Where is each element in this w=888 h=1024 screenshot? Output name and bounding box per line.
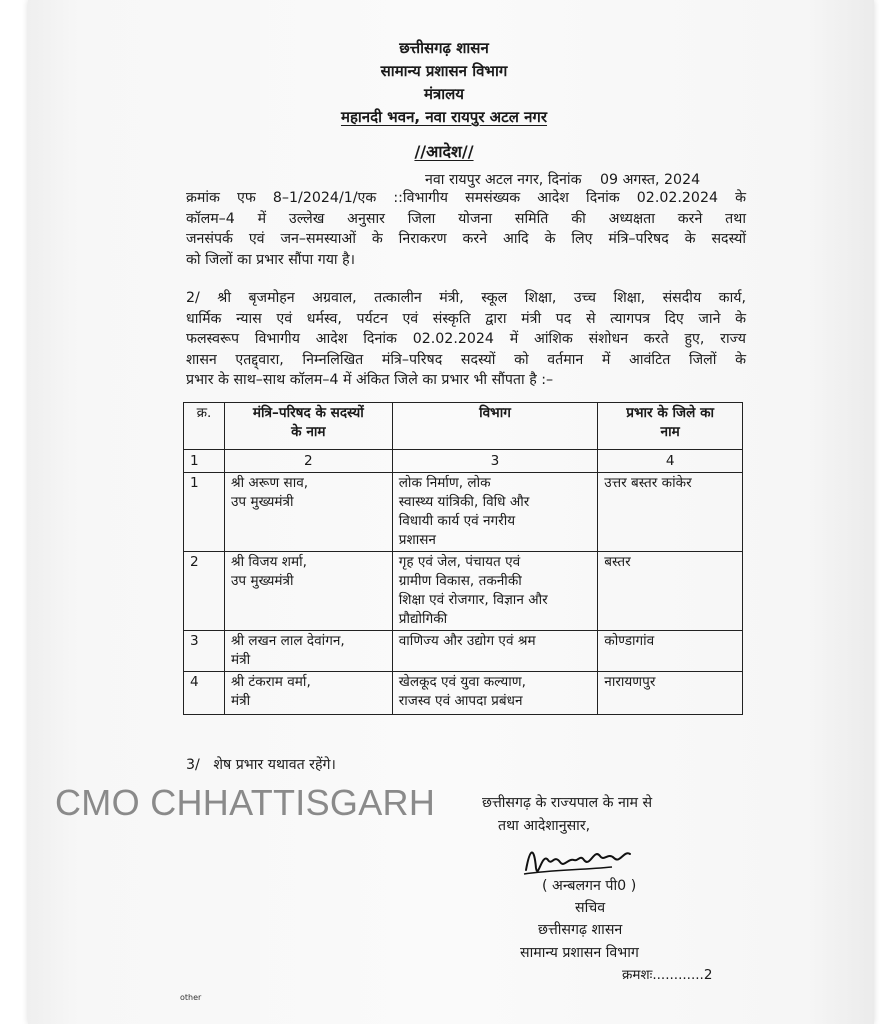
paragraph-1 <box>186 188 746 270</box>
department-cell <box>392 631 598 672</box>
place-label: नवा रायपुर अटल नगर, दिनांक <box>425 172 582 188</box>
header-district <box>598 403 743 450</box>
order-date: 09 अगस्त, 2024 <box>600 172 701 188</box>
department-line: गृह एवं जेल, पंचायत एवं <box>398 554 521 570</box>
header-member-line1: मंत्रि–परिषद के सदस्यों <box>252 405 364 421</box>
district-cell: कोण्डागांव <box>598 631 743 672</box>
header-member-name <box>224 403 392 450</box>
department-line: विधायी कार्य एवं नगरीय <box>398 513 516 529</box>
header-ministry: मंत्रालय <box>423 85 464 103</box>
department-line: प्रशासन <box>398 532 436 548</box>
paragraph-line: प्रभार के साथ–साथ कॉलम–4 में अंकित जिले का प्रभार भी सौंपता है :– <box>186 372 554 388</box>
row-serial: 1 <box>184 473 225 552</box>
signatory-org-1: छत्तीसगढ़ शासन <box>538 922 623 938</box>
footer-note: other <box>180 993 202 1002</box>
table-row <box>184 552 743 631</box>
header-department: सामान्य प्रशासन विभाग <box>380 62 508 80</box>
table-header-row <box>184 403 743 450</box>
member-name-line: श्री अरूण साव, <box>230 475 309 491</box>
department-cell <box>392 672 598 715</box>
department-line: खेलकूद एवं युवा कल्याण, <box>398 674 526 690</box>
member-designation: उप मुख्यमंत्री <box>230 494 294 510</box>
paragraph-line: कॉलम–4 में उल्लेख अनुसार जिला योजना समिति की अध्यक्षता करने तथा <box>186 210 746 227</box>
department-line: शिक्षा एवं रोजगार, विज्ञान और <box>398 592 548 608</box>
paragraph-line: 2/ श्री बृजमोहन अग्रवाल, तत्कालीन मंत्री, स्कूल शिक्षा, उच्च शिक्षा, संसदीय कार्य, <box>186 290 746 306</box>
closing-line-2: तथा आदेशानुसार, <box>498 818 591 834</box>
member-designation: उप मुख्यमंत्री <box>230 573 294 589</box>
department-line: राजस्व एवं आपदा प्रबंधन <box>398 693 523 709</box>
place-date <box>425 172 700 188</box>
row-serial: 3 <box>184 631 225 672</box>
header-member-line2: के नाम <box>291 424 326 440</box>
assignment-table <box>183 402 743 715</box>
row-serial: 4 <box>184 672 225 715</box>
member-name <box>224 552 392 631</box>
paragraph-line: जनसंपर्क एवं जन–समस्याओं के निराकरण करने आदि के लिए मंत्रि–परिषद के सदस्यों <box>186 231 746 247</box>
column-number-row <box>184 450 743 473</box>
column-number: 3 <box>392 450 598 473</box>
header-serial: क्र. <box>184 403 225 450</box>
signatory-designation: सचिव <box>575 900 606 916</box>
district-cell: बस्तर <box>598 552 743 631</box>
order-title: //आदेश// <box>414 142 474 161</box>
row-serial: 2 <box>184 552 225 631</box>
header-department: विभाग <box>392 403 598 450</box>
column-number: 2 <box>224 450 392 473</box>
department-line: प्रौद्योगिकी <box>398 611 448 627</box>
header-government: छत्तीसगढ़ शासन <box>399 39 489 57</box>
member-designation: मंत्री <box>230 652 251 668</box>
header-district-line2: नाम <box>660 424 680 440</box>
watermark: CMO CHHATTISGARH <box>55 782 436 823</box>
district-cell: उत्तर बस्तर कांकेर <box>598 473 743 552</box>
table-row <box>184 672 743 715</box>
paragraph-line: फलस्वरूप विभागीय आदेश दिनांक 02.02.2024 में आंशिक संशोधन करते हुए, राज्य <box>186 331 746 347</box>
member-name <box>224 473 392 552</box>
header-district-line1: प्रभार के जिले का <box>626 405 715 421</box>
department-line: ग्रामीण विकास, तकनीकी <box>398 573 522 589</box>
paragraph-2 <box>186 288 746 391</box>
paragraph-line: धार्मिक न्यास एवं धर्मस्व, पर्यटन एवं संस्कृति द्वारा मंत्री पद से त्यागपत्र दिए जाने के <box>186 310 746 327</box>
closing-line-1: छत्तीसगढ़ के राज्यपाल के नाम से <box>482 795 653 811</box>
column-number: 4 <box>598 450 743 473</box>
member-name <box>224 672 392 715</box>
department-cell <box>392 473 598 552</box>
paragraph-line: शासन एतद्द्वारा, निम्नलिखित मंत्रि–परिषद सदस्यों को वर्तमान में आवंटित जिलों के <box>186 351 746 368</box>
column-number: 1 <box>184 450 225 473</box>
table-row <box>184 631 743 672</box>
table-row <box>184 473 743 552</box>
department-line: स्वास्थ्य यांत्रिकी, विधि और <box>398 494 530 510</box>
department-line: वाणिज्य और उद्योग एवं श्रम <box>398 633 536 649</box>
signatory-org-2: सामान्य प्रशासन विभाग <box>520 945 639 961</box>
paragraph-3: 3/ शेष प्रभार यथावत रहेंगे। <box>186 757 336 773</box>
department-cell <box>392 552 598 631</box>
paragraph-line: को जिलों का प्रभार सौंपा गया है। <box>186 251 356 268</box>
signatory-name: ( अन्बलगन पी0 ) <box>542 878 637 894</box>
member-designation: मंत्री <box>230 693 251 709</box>
member-name-line: श्री विजय शर्मा, <box>230 554 308 570</box>
member-name <box>224 631 392 672</box>
district-cell: नारायणपुर <box>598 672 743 715</box>
continued-note: क्रमशः............2 <box>622 967 713 983</box>
department-line: लोक निर्माण, लोक <box>398 475 491 491</box>
member-name-line: श्री लखन लाल देवांगन, <box>230 633 345 649</box>
paragraph-line: क्रमांक एफ 8–1/2024/1/एक ::विभागीय समसंख्यक आदेश दिनांक 02.02.2024 के <box>186 190 746 206</box>
member-name-line: श्री टंकराम वर्मा, <box>230 674 311 690</box>
header-address: महानदी भवन, नवा रायपुर अटल नगर <box>340 108 548 126</box>
